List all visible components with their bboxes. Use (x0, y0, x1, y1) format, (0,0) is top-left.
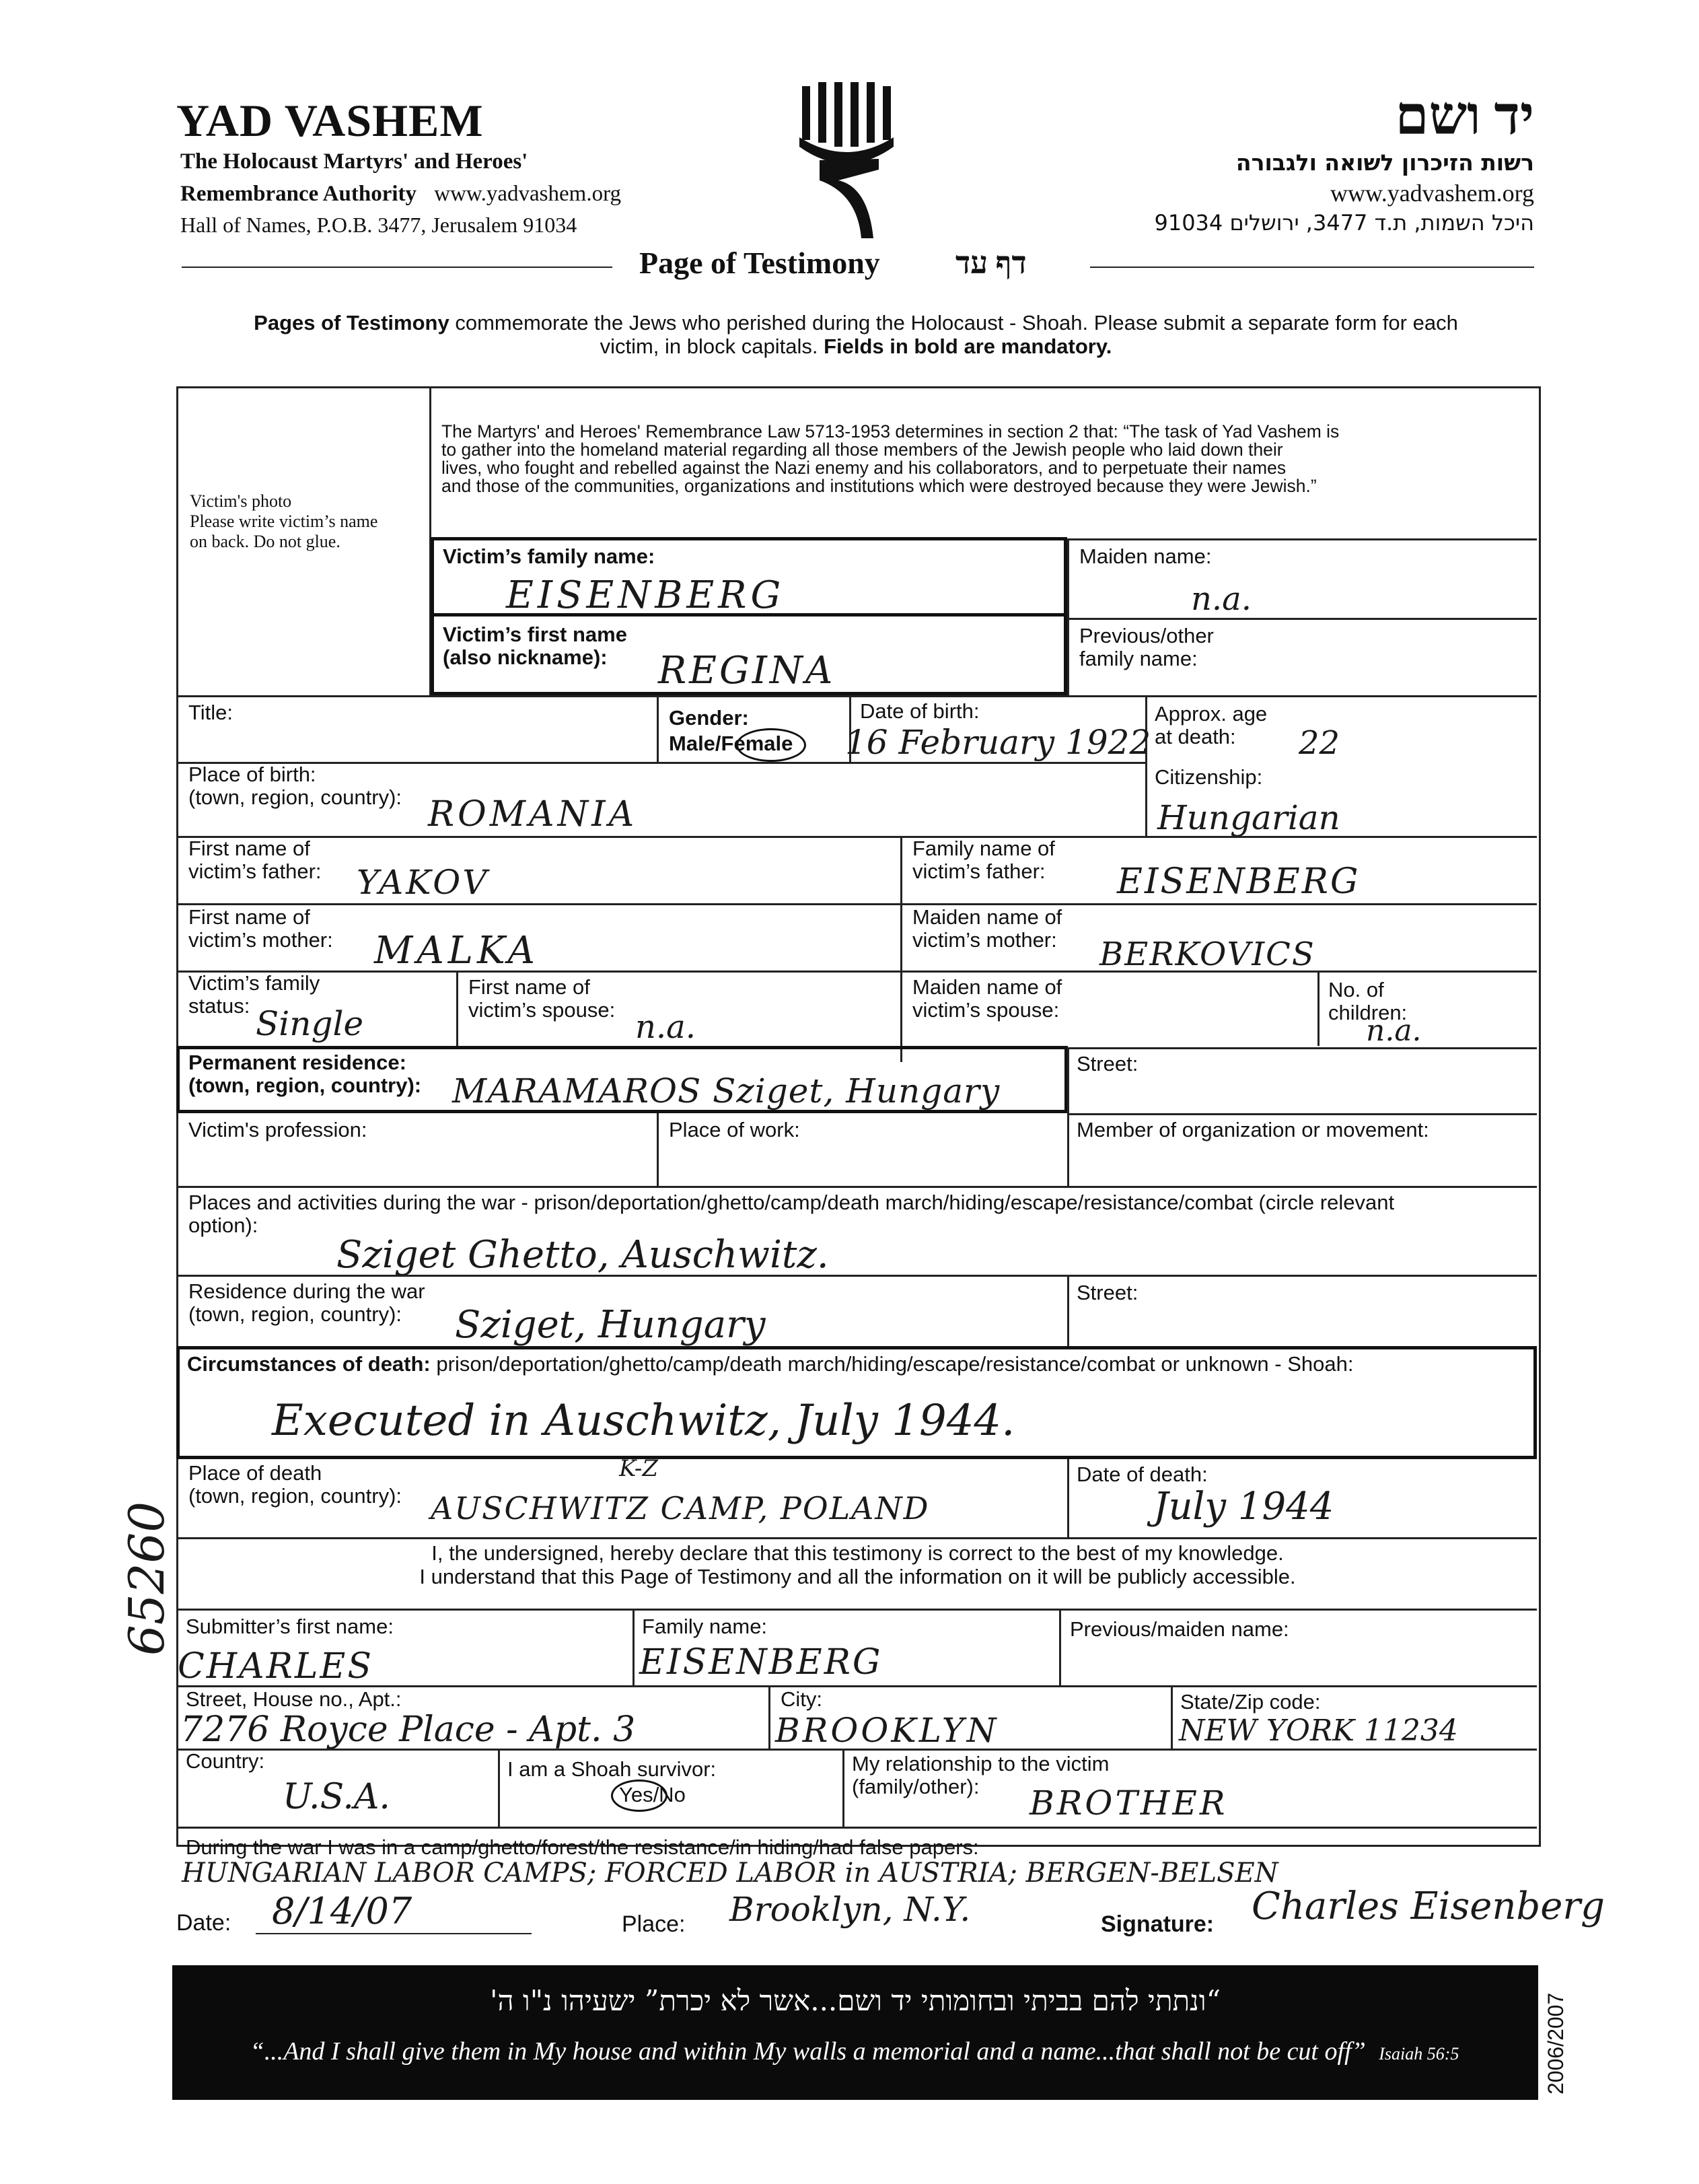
intro-bold: Pages of Testimony (254, 311, 449, 334)
first-name-value[interactable]: REGINA (658, 649, 836, 693)
place-of-birth-label: Place of birth: (town, region, country): (188, 763, 402, 809)
address-en: Hall of Names, P.O.B. 3477, Jerusalem 91034 (180, 213, 577, 237)
header-rule-right (1090, 267, 1534, 268)
date-of-death-value[interactable]: July 1944 (1153, 1485, 1334, 1528)
header-rule-left (182, 267, 612, 268)
family-name-label: Victim’s family name: (443, 544, 655, 568)
form-year: 2006/2007 (1544, 1992, 1568, 2094)
spouse-divider (456, 971, 458, 1046)
country-value[interactable]: U.S.A. (283, 1777, 390, 1817)
previous-name-rule (1067, 618, 1537, 620)
place-value[interactable]: Brooklyn, N.Y. (729, 1890, 971, 1929)
permanent-residence-label: Permanent residence: (town, region, country): (188, 1051, 422, 1097)
member-divider (1067, 1047, 1069, 1186)
dob-label: Date of birth: (860, 699, 980, 723)
previous-name-label: Previous/other family name: (1079, 624, 1214, 670)
intro-line2: victim, in block capitals. (600, 334, 824, 358)
family-status-value[interactable]: Single (256, 1004, 364, 1043)
residence-war-value[interactable]: Sziget, Hungary (455, 1303, 766, 1347)
photo-note[interactable]: Victim's photo Please write victim’s name on back. Do not glue. (190, 491, 378, 551)
submitter-rule (178, 1609, 1537, 1611)
submitter-previous-label: Previous/maiden name: (1070, 1617, 1289, 1641)
during-war-label: During the war I was in a camp/ghetto/forest/the resistance/in hiding/had false papers: (186, 1835, 979, 1859)
age-label: Approx. age at death: (1155, 702, 1268, 748)
places-war-label: Places and activities during the war - prison/deportation/ghetto/camp/death march/hiding/escape/resistance/combat (circle relevant option): (188, 1191, 1395, 1237)
quote-citation: Isaiah 56:5 (1379, 2044, 1459, 2064)
yes-circle (611, 1780, 667, 1812)
maiden-top-rule (1067, 538, 1537, 540)
website-en: www.yadvashem.org (434, 182, 621, 206)
permanent-residence-value[interactable]: MARAMAROS Sziget, Hungary (452, 1071, 1001, 1111)
relationship-value[interactable]: BROTHER (1029, 1784, 1228, 1823)
relationship-label: My relationship to the victim (family/other): (852, 1752, 1110, 1798)
org-subtitle-2: Remembrance Authority (180, 182, 417, 206)
law-text: The Martyrs' and Heroes' Remembrance Law 5713-1953 determines in section 2 that: “The task of Yad Vashem is to gather into the homeland material regarding all those members of the Jewish people who laid down their lives, who fought and rebelled against the Nazi enemy and his collaborators, and to perpetuate their names and those of the communities, organizations and institutions which were destroyed because they were Jewish.” (441, 421, 1340, 496)
side-number: 65260 (118, 1501, 175, 1656)
signature-value[interactable]: Charles Eisenberg (1252, 1884, 1605, 1928)
english-quote-row (175, 2037, 1534, 2066)
place-of-death-label: Place of death (town, region, country): (188, 1461, 402, 1508)
org-subtitle-he: רשות הזיכרון לשואה ולגבורה (1235, 149, 1534, 176)
row-places-rule (178, 1186, 1537, 1188)
mother-maiden-label: Maiden name of victim’s mother: (912, 905, 1062, 952)
date-line (256, 1933, 532, 1934)
intro-line1: commemorate the Jews who perished during the Holocaust - Shoah. Please submit a separate form for each (449, 311, 1458, 334)
form-title: Page of Testimony (639, 246, 880, 280)
city-divider (768, 1685, 770, 1749)
survivor-divider (498, 1749, 500, 1827)
address-he: היכל השמות, ת.ד 3477, ירושלים 91034 (1154, 210, 1534, 236)
yes-no-options[interactable]: Yes/No (619, 1783, 686, 1806)
state-zip-label: State/Zip code: (1180, 1690, 1321, 1714)
english-quote: “...And I shall give them in My house and within My walls a memorial and a name...that shall not be cut off” (250, 2037, 1366, 2066)
row-status-rule (178, 971, 1537, 973)
gender-label: Gender: (669, 706, 749, 730)
citizenship-value[interactable]: Hungarian (1157, 798, 1340, 837)
title-label: Title: (188, 701, 233, 724)
death-place-note: K-Z (619, 1455, 659, 1482)
submitter-first-label: Submitter’s first name: (186, 1615, 394, 1638)
female-circle (736, 728, 806, 762)
children-value[interactable]: n.a. (1366, 1014, 1422, 1048)
org-name-he: יד ושם (1395, 87, 1534, 146)
state-divider (1171, 1685, 1173, 1749)
submitter-previous-divider (1059, 1609, 1061, 1685)
maiden-name-value[interactable]: n.a. (1191, 580, 1252, 618)
place-of-birth-value[interactable]: ROMANIA (428, 794, 638, 835)
father-first-value[interactable]: YAKOV (357, 863, 490, 902)
intro-line2-bold: Fields in bold are mandatory. (824, 334, 1112, 358)
father-family-value[interactable]: EISENBERG (1117, 861, 1361, 902)
declaration-rule (178, 1537, 1537, 1539)
citizenship-label: Citizenship: (1155, 765, 1263, 789)
date-of-death-label: Date of death: (1077, 1463, 1208, 1486)
work-divider (657, 1113, 659, 1186)
street-top-rule (1067, 1047, 1537, 1049)
street2-divider (1067, 1275, 1069, 1346)
circumstances-options: prison/deportation/ghetto/camp/death march/hiding/escape/resistance/combat or unknown - Shoah: (430, 1352, 1354, 1376)
during-war-value[interactable]: HUNGARIAN LABOR CAMPS; FORCED LABOR in AUSTRIA; BERGEN-BELSEN (182, 1858, 1278, 1889)
state-zip-value[interactable]: NEW YORK 11234 (1179, 1714, 1458, 1748)
signature-label: Signature: (1101, 1911, 1215, 1937)
during-war-rule (178, 1827, 1537, 1829)
date-of-death-divider (1067, 1459, 1069, 1537)
member-org-label: Member of organization or movement: (1077, 1118, 1429, 1141)
spouse-maiden-label: Maiden name of victim’s spouse: (912, 975, 1062, 1022)
place-label: Place: (622, 1911, 686, 1937)
profession-label: Victim's profession: (188, 1118, 367, 1141)
family-name-value[interactable]: EISENBERG (506, 573, 785, 617)
age-value[interactable]: 22 (1299, 724, 1340, 762)
date-value[interactable]: 8/14/07 (272, 1890, 412, 1932)
org-subtitle-2-row (180, 182, 621, 207)
circumstances-value[interactable]: Executed in Auschwitz, July 1944. (272, 1396, 1015, 1446)
father-first-label: First name of victim’s father: (188, 837, 322, 883)
family-status-label: Victim’s family status: (188, 971, 320, 1018)
spouse-first-value[interactable]: n.a. (635, 1008, 696, 1046)
country-row-rule (178, 1749, 1537, 1751)
street-house-label: Street, House no., Apt.: (186, 1687, 402, 1711)
parents-divider (900, 836, 902, 1062)
circumstances-label: Circumstances of death: (187, 1352, 431, 1376)
maiden-divider (1067, 538, 1069, 695)
street-label: Street: (1077, 1052, 1138, 1076)
form-title-he: דף עד (955, 246, 1027, 280)
hebrew-quote: “ונתתי להם בביתי ובחומותי יד ושם...אשר לא יכרת” ישעיהו נ"ו ה' (489, 1984, 1221, 2017)
residence-war-label: Residence during the war (town, region, country): (188, 1279, 425, 1326)
submitter-family-value[interactable]: EISENBERG (639, 1642, 883, 1683)
intro-text (176, 311, 1535, 358)
org-name-en: YAD VASHEM (176, 95, 484, 146)
circumstances-label-row (187, 1353, 1353, 1376)
dob-value[interactable]: 16 February 1922 (845, 723, 1151, 762)
city-label: City: (781, 1687, 822, 1711)
yad-vashem-logo (793, 79, 907, 241)
row-father-rule (178, 836, 1537, 838)
first-name-label: Victim’s first name (also nickname): (443, 623, 627, 669)
row-residence-rule (178, 1275, 1537, 1277)
row-title-rule (178, 695, 1537, 697)
mother-first-label: First name of victim’s mother: (188, 905, 333, 952)
submitter-family-label: Family name: (642, 1615, 768, 1638)
gender-options[interactable]: Male/Female (669, 732, 793, 755)
father-family-label: Family name of victim’s father: (912, 837, 1055, 883)
city-value[interactable]: BROOKLYN (775, 1711, 999, 1750)
children-divider (1317, 971, 1320, 1046)
place-of-death-value[interactable]: AUSCHWITZ CAMP, POLAND (431, 1490, 930, 1526)
relationship-divider (842, 1749, 844, 1827)
spouse-first-label: First name of victim’s spouse: (468, 975, 616, 1022)
submitter-family-divider (632, 1609, 635, 1685)
gender-divider (657, 695, 659, 763)
place-of-work-label: Place of work: (669, 1118, 800, 1141)
street-house-value[interactable]: 7276 Royce Place - Apt. 3 (180, 1710, 636, 1750)
places-war-value[interactable]: Sziget Ghetto, Auschwitz. (336, 1233, 829, 1277)
website-he: www.yadvashem.org (1330, 180, 1534, 207)
citizenship-divider (1145, 762, 1147, 836)
mother-maiden-value[interactable]: BERKOVICS (1099, 936, 1315, 973)
street2-label: Street: (1077, 1281, 1138, 1304)
mother-first-value[interactable]: MALKA (374, 929, 539, 973)
row-mother-rule (178, 903, 1537, 905)
country-label: Country: (186, 1749, 265, 1773)
children-label: No. of children: (1328, 978, 1408, 1024)
org-subtitle-1: The Holocaust Martyrs' and Heroes' (180, 149, 528, 174)
menorah-icon (799, 82, 894, 238)
shoah-survivor-label: I am a Shoah survivor: (507, 1757, 717, 1781)
maiden-name-label: Maiden name: (1079, 544, 1212, 568)
profession-right-rule (1067, 1113, 1537, 1115)
submitter-first-value[interactable]: CHARLES (178, 1646, 373, 1687)
declaration-text: I, the undersigned, hereby declare that this testimony is correct to the best of my knowledge. I understand that this Page of Testimony and all the information on it will be publicly accessible. (419, 1541, 1296, 1588)
date-label: Date: (176, 1910, 231, 1936)
